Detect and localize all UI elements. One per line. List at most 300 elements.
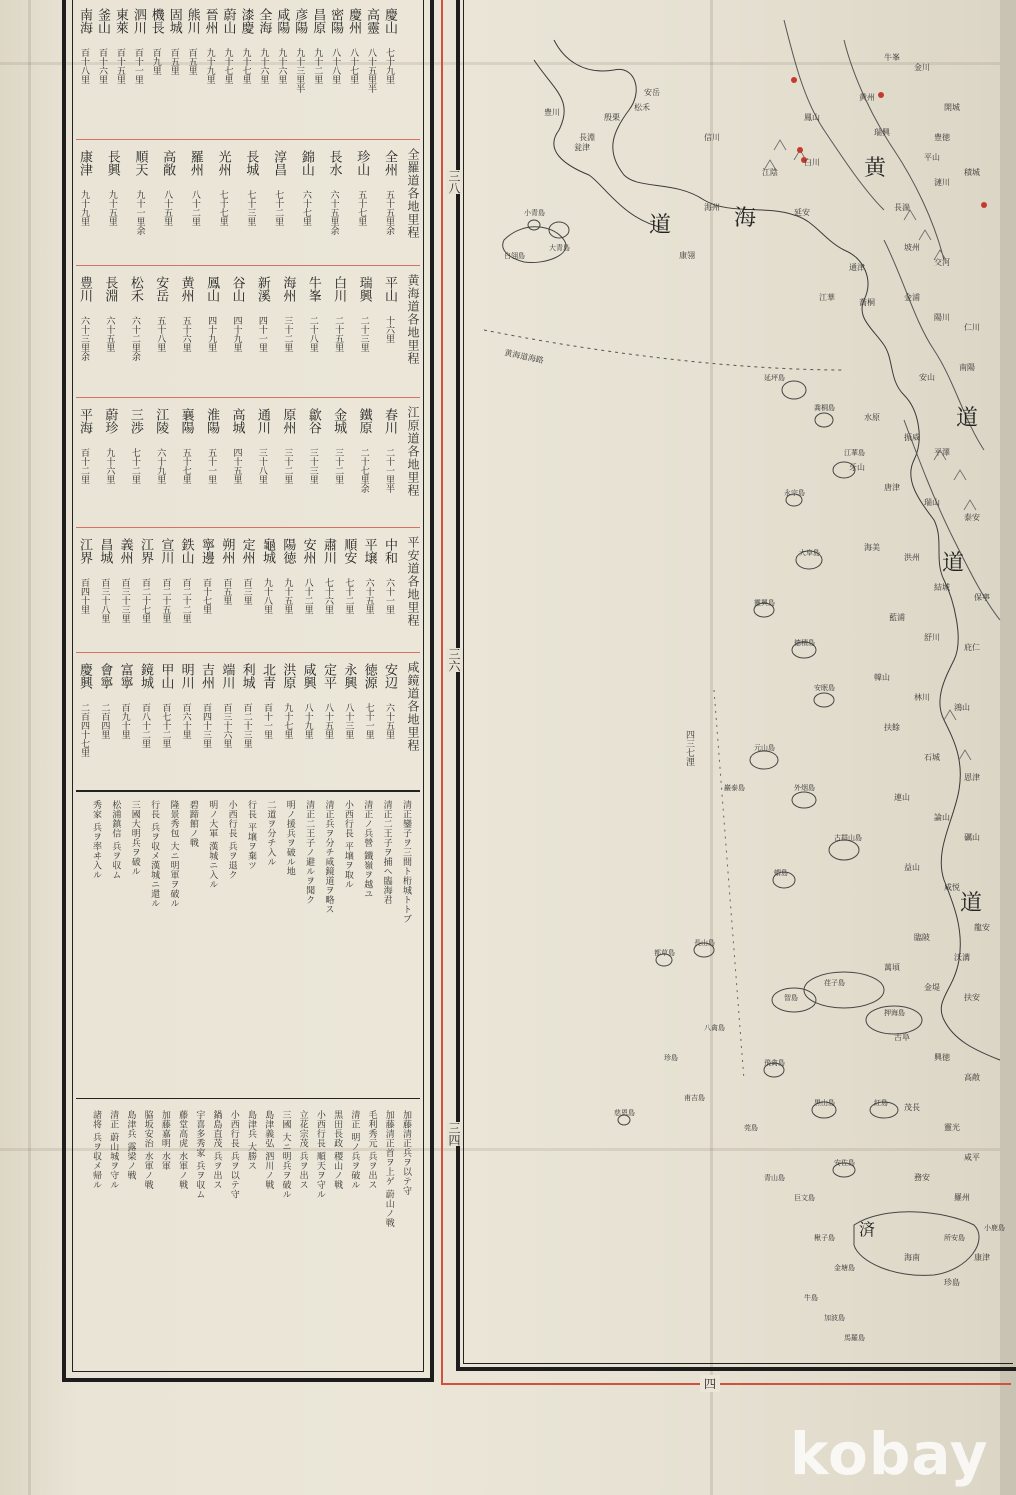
battle-note: 秀家 兵ヲ率ヰ入ル bbox=[91, 800, 101, 880]
table-distance: 九十五里 bbox=[282, 578, 293, 614]
island-label: 巖泰島 bbox=[724, 784, 745, 792]
battle-note: 碧蹄館ノ戦 bbox=[187, 800, 198, 848]
battle-note: 諸将 兵ヲ収メ帰ル bbox=[91, 1110, 101, 1190]
island-label: 飛禽島 bbox=[764, 1059, 785, 1067]
sea-route bbox=[714, 690, 744, 1080]
place-label: 豊川 bbox=[544, 108, 560, 117]
table-distance: 百五里 bbox=[186, 48, 197, 75]
island-label: 所安島 bbox=[944, 1234, 965, 1242]
battle-note: 三國 大ニ明兵ヲ破ル bbox=[280, 1110, 291, 1199]
table-distance: 百十一里 bbox=[132, 48, 143, 84]
place-label: 瑞興 bbox=[874, 128, 890, 137]
table-distance: 九十二里 bbox=[312, 48, 323, 84]
place-label: 金堤 bbox=[924, 983, 940, 992]
table-place-name: 昌原 bbox=[310, 8, 326, 34]
table-place-name: 晉州 bbox=[202, 8, 218, 34]
coastline bbox=[534, 60, 664, 228]
place-label: 振威 bbox=[904, 433, 920, 442]
island-label: 江華島 bbox=[844, 449, 865, 457]
map-red-border bbox=[441, 0, 443, 1385]
battle-note: 小西行長 順天ヲ守ル bbox=[314, 1110, 325, 1199]
place-label: 喬桐 bbox=[859, 298, 875, 307]
battle-note: 加藤嘉明 水軍 bbox=[159, 1110, 170, 1171]
table-distance: 七十二里 bbox=[343, 578, 354, 614]
table-distance: 八十二里 bbox=[189, 190, 200, 226]
table-distance: 六十九里 bbox=[155, 448, 166, 484]
place-label: 礪山 bbox=[964, 833, 980, 842]
battle-note: 加藤清正首ヲ上ゲ 蔚山ノ戦 bbox=[383, 1110, 394, 1228]
table-section-divider bbox=[76, 527, 420, 528]
table-place-name: 錦山 bbox=[298, 150, 314, 176]
table-distance: 百五里 bbox=[221, 578, 232, 605]
island-label: 安眠島 bbox=[814, 684, 835, 692]
island-label: 巨文島 bbox=[794, 1194, 815, 1202]
table-distance: 百三里 bbox=[241, 578, 252, 605]
table-distance: 六十五里 bbox=[384, 703, 394, 739]
latitude-36-label: 三六 bbox=[447, 648, 461, 672]
table-place-name: 黄州 bbox=[178, 276, 194, 302]
table-distance: 百十五里 bbox=[114, 48, 125, 84]
table-distance: 二十一里半 bbox=[384, 448, 394, 493]
table-distance: 七十九里 bbox=[384, 48, 394, 84]
island-label: 加波島 bbox=[824, 1314, 845, 1322]
table-place-name: 宣川 bbox=[158, 538, 174, 564]
table-place-name: 新溪 bbox=[254, 276, 270, 302]
table-place-name: 蔚山 bbox=[220, 8, 236, 34]
island-label: 古群山島 bbox=[834, 834, 862, 842]
table-place-name: 洪原 bbox=[280, 663, 296, 689]
place-label: 鳳山 bbox=[804, 113, 820, 122]
table-distance: 六十七里 bbox=[300, 190, 311, 226]
table-distance: 百四十里 bbox=[79, 578, 89, 614]
place-label: 南陽 bbox=[959, 363, 975, 372]
map-black-border bbox=[456, 1367, 1016, 1371]
table-place-name: 海州 bbox=[280, 276, 296, 302]
table-place-name: 淳昌 bbox=[271, 150, 287, 176]
table-place-name: 金城 bbox=[331, 408, 347, 434]
island-label: 甫吉島 bbox=[684, 1094, 705, 1102]
place-label: 海州 bbox=[704, 203, 720, 212]
island-label: 馬羅島 bbox=[844, 1334, 865, 1342]
table-distance: 六十五里 bbox=[104, 316, 115, 352]
island-label: 牛島 bbox=[804, 1294, 818, 1302]
table-place-name: 南海 bbox=[77, 8, 92, 34]
table-distance: 百三十三里 bbox=[119, 578, 130, 623]
table-place-name: 慶興 bbox=[77, 663, 92, 689]
table-section-header: 黄海道各地里程 bbox=[406, 274, 420, 365]
table-place-name: 徳源 bbox=[361, 663, 377, 689]
place-label: 羅州 bbox=[954, 1193, 970, 1202]
table-place-name: 朔州 bbox=[219, 538, 235, 564]
place-label: 康津 bbox=[974, 1253, 990, 1262]
table-place-name: 肅川 bbox=[321, 538, 336, 564]
province-label: 海 bbox=[734, 206, 757, 231]
battle-note: 島津兵 露梁ノ戦 bbox=[125, 1110, 136, 1180]
island-label: 金塘島 bbox=[834, 1264, 855, 1272]
table-place-name: 慶山 bbox=[382, 8, 397, 34]
coastline bbox=[554, 40, 1000, 1060]
distance-label: 四三七浬 bbox=[684, 730, 694, 766]
table-distance: 百九里 bbox=[150, 48, 161, 75]
island-label: 德積島 bbox=[794, 639, 815, 647]
place-label: 開城 bbox=[944, 103, 960, 112]
table-place-name: 長興 bbox=[104, 150, 120, 176]
province-label: 黄 bbox=[864, 156, 887, 181]
battle-note: 鍋島直茂 兵ヲ出ス bbox=[211, 1110, 222, 1190]
battle-note: 隆景秀包 大ニ明軍ヲ破ル bbox=[168, 800, 179, 908]
place-label: 金浦 bbox=[904, 293, 920, 302]
place-label: 唐津 bbox=[884, 483, 900, 492]
place-label: 坡州 bbox=[904, 243, 920, 252]
table-place-name: 長淵 bbox=[102, 276, 118, 302]
province-label: 道 bbox=[956, 406, 979, 431]
table-distance: 四十一里 bbox=[256, 316, 267, 352]
table-place-name: 淮陽 bbox=[204, 408, 220, 434]
table-distance: 百十六里 bbox=[96, 48, 107, 84]
table-distance: 百二十二里 bbox=[180, 578, 191, 623]
place-label: 牛峯 bbox=[884, 53, 900, 62]
place-label: 平山 bbox=[924, 153, 940, 162]
table-distance: 三十二里 bbox=[282, 448, 293, 484]
islands bbox=[503, 220, 979, 1275]
island-label: 白翎島 bbox=[504, 252, 525, 260]
table-place-name: 定平 bbox=[321, 663, 336, 689]
battle-note: 行長 平壌ヲ棄ツ bbox=[246, 800, 256, 870]
table-distance: 百六十里 bbox=[180, 703, 191, 739]
table-distance: 六十三里余 bbox=[79, 316, 89, 361]
table-place-name: 彦陽 bbox=[292, 8, 308, 34]
table-section-divider bbox=[76, 139, 420, 140]
table-place-name: 鉄山 bbox=[178, 538, 194, 564]
map-black-border bbox=[456, 0, 460, 1371]
island-label: 楸子島 bbox=[814, 1234, 835, 1242]
island-label: 荏子島 bbox=[824, 979, 845, 987]
table-place-name: 長城 bbox=[243, 150, 259, 176]
battle-note: 毛利秀元 兵ヲ出ス bbox=[366, 1110, 377, 1190]
table-place-name: 義州 bbox=[117, 538, 133, 564]
table-distance: 三十二里 bbox=[282, 316, 293, 352]
island-label: 安佐島 bbox=[834, 1159, 855, 1167]
island-label: 紅島 bbox=[874, 1099, 888, 1107]
place-label: 康翎 bbox=[679, 251, 695, 260]
table-place-name: 甲山 bbox=[158, 663, 174, 689]
table-distance: 百十八里 bbox=[79, 48, 89, 84]
place-label: 石城 bbox=[924, 753, 940, 762]
table-place-name: 定州 bbox=[239, 538, 255, 564]
place-label: 龍安 bbox=[974, 923, 990, 932]
table-distance: 七十三里 bbox=[245, 190, 256, 226]
table-distance: 百八十二里 bbox=[140, 703, 150, 748]
longitude-label: 四 bbox=[700, 1375, 720, 1392]
battle-note: 小西行長 平壌ヲ取ル bbox=[342, 800, 353, 889]
table-place-name: 寧邊 bbox=[199, 538, 214, 564]
table-place-name: 瑞興 bbox=[356, 276, 372, 302]
table-place-name: 東萊 bbox=[112, 8, 128, 34]
island-label: 済 bbox=[859, 1220, 876, 1239]
place-label: 咸悦 bbox=[944, 883, 960, 892]
island-label: 大青島 bbox=[549, 244, 570, 252]
island-label: 黒山島 bbox=[814, 1099, 835, 1107]
battle-note: 宇喜多秀家 兵ヲ収ム bbox=[194, 1110, 205, 1199]
table-distance: 五十六里 bbox=[180, 316, 191, 352]
table-distance: 二十三里 bbox=[358, 316, 369, 352]
table-distance: 百三十六里 bbox=[221, 703, 232, 748]
table-place-name: 咸陽 bbox=[274, 8, 290, 34]
place-label: 藍浦 bbox=[889, 613, 905, 622]
table-place-name: 歙谷 bbox=[305, 408, 321, 434]
battle-note: 行長 兵ヲ収メ漢城ニ還ル bbox=[149, 800, 160, 908]
place-label: 扶安 bbox=[964, 993, 980, 1002]
table-place-name: 明川 bbox=[178, 663, 194, 689]
place-label: 瓮津 bbox=[574, 143, 590, 152]
table-place-name: 端川 bbox=[219, 663, 235, 689]
table-place-name: 會寧 bbox=[97, 663, 113, 689]
table-place-name: 安州 bbox=[300, 538, 316, 564]
table-distance: 百十七里 bbox=[201, 578, 211, 614]
place-label: 延安 bbox=[794, 208, 810, 217]
table-section-header: 咸鏡道各地里程 bbox=[406, 661, 420, 752]
battle-note: 清正 明ノ兵ヲ破ル bbox=[349, 1110, 360, 1190]
table-distance: 九十六里 bbox=[276, 48, 287, 84]
place-label: 長淵 bbox=[579, 133, 595, 142]
table-place-name: 康津 bbox=[77, 150, 92, 176]
table-distance: 百二十五里 bbox=[160, 578, 171, 623]
table-distance: 七十二里 bbox=[273, 190, 284, 226]
table-distance: 八十八里 bbox=[330, 48, 341, 84]
table-place-name: 原州 bbox=[280, 408, 296, 434]
place-label: 殷栗 bbox=[604, 113, 620, 122]
place-label: 茂長 bbox=[904, 1103, 920, 1112]
table-place-name: 全州 bbox=[382, 150, 397, 176]
latitude-38-label: 三八 bbox=[447, 170, 461, 194]
table-place-name: 平山 bbox=[382, 276, 397, 302]
place-label: 沃溝 bbox=[954, 953, 970, 962]
table-distance: 九十一里余 bbox=[134, 190, 145, 235]
table-place-name: 光州 bbox=[215, 150, 231, 176]
table-distance: 百二十七里 bbox=[140, 578, 150, 623]
table-distance: 八十二里 bbox=[302, 578, 313, 614]
battle-note: 清正兵ヲ分チ咸鏡道ヲ略ス bbox=[323, 800, 334, 914]
table-place-name: 北青 bbox=[260, 663, 275, 689]
island-label: 延坪島 bbox=[764, 374, 785, 382]
place-label: 仁川 bbox=[964, 323, 980, 332]
island-label: 元山島 bbox=[754, 744, 775, 752]
battle-note: 清正二王子ノ避ルヲ聞ク bbox=[304, 800, 315, 905]
table-place-name: 富寧 bbox=[117, 663, 133, 689]
table-distance: 五十一里 bbox=[206, 448, 217, 484]
table-place-name: 慶州 bbox=[346, 8, 362, 34]
place-label: 漣川 bbox=[934, 178, 950, 187]
table-distance: 二十七里余 bbox=[358, 448, 369, 493]
river bbox=[784, 20, 884, 210]
island-label: 小青島 bbox=[524, 209, 545, 217]
battle-note: 明ノ援兵ヲ破ル地 bbox=[284, 800, 295, 876]
island-label: 長山島 bbox=[694, 939, 715, 947]
table-place-name: 春川 bbox=[382, 408, 397, 434]
table-section-header: 江原道各地里程 bbox=[406, 406, 420, 497]
island-label: 小鹿島 bbox=[984, 1224, 1005, 1232]
table-place-name: 襄陽 bbox=[178, 408, 194, 434]
battle-note: 清正鑾子ヲ三間ト桁城トトブ bbox=[401, 800, 411, 924]
battle-note: 立花宗茂 兵ヲ出ス bbox=[297, 1110, 308, 1190]
place-label: 古阜 bbox=[894, 1033, 910, 1042]
table-section-header: 平安道各地里程 bbox=[406, 536, 420, 627]
table-distance: 百十一里 bbox=[262, 703, 272, 739]
table-distance: 二十八里 bbox=[307, 316, 318, 352]
table-place-name: 蔚珍 bbox=[102, 408, 118, 434]
battle-note: 脇坂安治 水軍ノ戦 bbox=[142, 1110, 153, 1190]
place-label: 通津 bbox=[849, 263, 865, 272]
table-distance: 九十六里 bbox=[258, 48, 269, 84]
place-label: 珍島 bbox=[944, 1278, 960, 1287]
battle-note: 清正ノ兵營 鐵嶺ヲ越ユ bbox=[362, 800, 373, 899]
island-label: 莞島 bbox=[744, 1124, 758, 1132]
table-distance: 七十七里 bbox=[217, 190, 228, 226]
table-distance: 百九十里 bbox=[119, 703, 130, 739]
place-label: 扶餘 bbox=[884, 723, 900, 732]
island-label: 永宗島 bbox=[784, 489, 805, 497]
battle-note: 清正 蔚山城ヲ守ル bbox=[108, 1110, 119, 1190]
table-place-name: 鏡城 bbox=[138, 663, 153, 689]
table-distance: 五十八里 bbox=[155, 316, 166, 352]
table-distance: 二百四十七里 bbox=[79, 703, 89, 757]
table-place-name: 固城 bbox=[166, 8, 182, 34]
place-label: 黄州 bbox=[859, 93, 875, 102]
table-distance: 五十七里 bbox=[180, 448, 191, 484]
island-label: 押海島 bbox=[884, 1009, 905, 1017]
table-place-name: 安岳 bbox=[153, 276, 169, 302]
table-place-name: 密陽 bbox=[328, 8, 344, 34]
place-label: 江華 bbox=[819, 293, 835, 302]
table-distance: 九十七里 bbox=[240, 48, 251, 84]
map-red-border bbox=[441, 1383, 1011, 1385]
table-place-name: 全海 bbox=[256, 8, 272, 34]
table-place-name: 順天 bbox=[132, 150, 148, 176]
table-place-name: 咸興 bbox=[300, 663, 316, 689]
table-distance: 九十七里 bbox=[282, 703, 293, 739]
notes-divider bbox=[76, 1098, 420, 1099]
table-distance: 九十五里 bbox=[106, 190, 117, 226]
table-place-name: 安辺 bbox=[382, 663, 397, 689]
table-place-name: 平壌 bbox=[361, 538, 377, 564]
battle-note: 小西行長 兵ヲ以テ守 bbox=[228, 1110, 239, 1199]
table-place-name: 豊川 bbox=[77, 276, 92, 302]
table-distance: 六十五里 bbox=[363, 578, 374, 614]
table-distance: 四十九里 bbox=[206, 316, 217, 352]
place-label: 瑞山 bbox=[924, 498, 940, 507]
table-place-name: 高敞 bbox=[160, 150, 176, 176]
table-place-name: 泗川 bbox=[130, 8, 146, 34]
place-label: 益山 bbox=[904, 863, 920, 872]
island-label: 都草島 bbox=[654, 949, 675, 957]
table-distance: 六十五里余 bbox=[328, 190, 339, 235]
place-label: 鴻山 bbox=[954, 703, 970, 712]
table-distance: 二百四里 bbox=[99, 703, 110, 739]
table-place-name: 松禾 bbox=[127, 276, 143, 302]
island-label: 外烟島 bbox=[794, 784, 815, 792]
river bbox=[844, 40, 944, 260]
table-distance: 八十五里半 bbox=[366, 48, 377, 93]
battle-note: 藤堂高虎 水軍ノ戦 bbox=[177, 1110, 188, 1190]
province-label: 道 bbox=[960, 891, 983, 916]
table-place-name: 谷山 bbox=[229, 276, 245, 302]
table-distance: 八十九里 bbox=[302, 703, 313, 739]
table-place-name: 釜山 bbox=[94, 8, 110, 34]
place-label: 牙山 bbox=[849, 463, 865, 472]
table-distance: 七十六里 bbox=[323, 578, 333, 614]
place-label: 水原 bbox=[864, 413, 880, 422]
table-place-name: 高城 bbox=[229, 408, 245, 434]
place-label: 豊徳 bbox=[934, 133, 950, 142]
table-distance: 六十一里 bbox=[384, 578, 394, 614]
battle-note: 黒田長政 稷山ノ戦 bbox=[332, 1110, 343, 1190]
table-place-name: 江陵 bbox=[153, 408, 169, 434]
island-label: 大阜島 bbox=[799, 549, 820, 557]
table-section-divider bbox=[76, 652, 420, 653]
watermark: kobay bbox=[790, 1420, 989, 1488]
place-label: 務安 bbox=[914, 1173, 930, 1182]
table-distance: 百四十三里 bbox=[201, 703, 211, 748]
place-label: 江陰 bbox=[762, 168, 778, 177]
table-distance: 八十三里 bbox=[343, 703, 354, 739]
table-distance: 百三十八里 bbox=[99, 578, 110, 623]
table-distance: 七十一里 bbox=[363, 703, 374, 739]
place-label: 恩津 bbox=[964, 773, 980, 782]
table-section-divider bbox=[76, 265, 420, 266]
table-place-name: 中和 bbox=[382, 538, 397, 564]
table-distance: 百二十三里 bbox=[241, 703, 252, 748]
table-place-name: 三渉 bbox=[127, 408, 143, 434]
table-distance: 八十五里 bbox=[162, 190, 173, 226]
place-label: 連山 bbox=[894, 793, 910, 802]
table-distance: 六十二里余 bbox=[129, 316, 140, 361]
place-label: 安山 bbox=[919, 373, 935, 382]
table-place-name: 機長 bbox=[148, 8, 164, 34]
table-distance: 五十五里余 bbox=[384, 190, 394, 235]
table-notes-divider bbox=[76, 790, 420, 792]
place-label: 臨陂 bbox=[914, 933, 930, 942]
table-distance: 八十五里 bbox=[323, 703, 333, 739]
sea-route-label: 黄海道海路 bbox=[503, 348, 545, 366]
island-label: 珍島 bbox=[664, 1054, 678, 1062]
table-distance: 九十八里 bbox=[262, 578, 272, 614]
table-distance: 九十九里 bbox=[79, 190, 89, 226]
battle-note: 島津兵 大勝ス bbox=[246, 1110, 256, 1171]
table-place-name: 熊川 bbox=[184, 8, 200, 34]
table-distance: 百十二里 bbox=[79, 448, 89, 484]
place-label: 萬頃 bbox=[884, 963, 900, 972]
table-place-name: 通川 bbox=[254, 408, 270, 434]
battle-note: 加藤清正兵ヲ以テ守 bbox=[401, 1110, 411, 1196]
place-label: 白川 bbox=[804, 158, 820, 167]
table-place-name: 羅州 bbox=[187, 150, 203, 176]
table-place-name: 白川 bbox=[331, 276, 347, 302]
place-label: 林川 bbox=[914, 693, 930, 702]
table-place-name: 利城 bbox=[239, 663, 255, 689]
table-distance: 四十五里 bbox=[231, 448, 242, 484]
island-label: 慈恩島 bbox=[614, 1109, 635, 1117]
island-label: 八禽島 bbox=[704, 1024, 725, 1032]
table-place-name: 珍山 bbox=[354, 150, 370, 176]
table-place-name: 永興 bbox=[341, 663, 357, 689]
table-distance: 九十九里 bbox=[204, 48, 215, 84]
table-place-name: 牛峯 bbox=[305, 276, 321, 302]
island-label: 靈興島 bbox=[754, 599, 775, 607]
table-place-name: 漆慶 bbox=[238, 8, 254, 34]
place-label: 論山 bbox=[934, 813, 950, 822]
place-label: 長湍 bbox=[894, 203, 910, 212]
river bbox=[904, 420, 1000, 620]
